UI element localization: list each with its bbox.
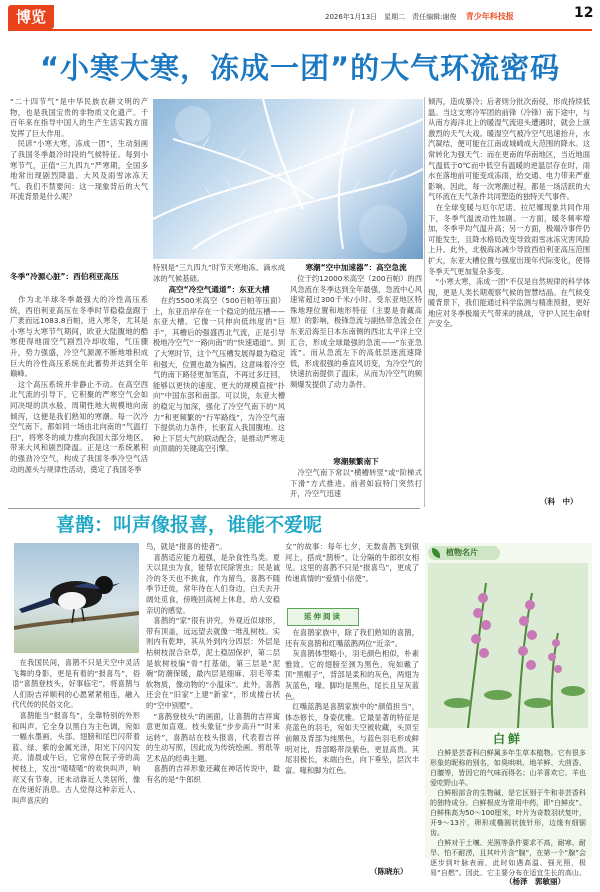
article1-col2-top: 特别是“三九四九”时节天寒地冻、滴水成冰的气候基础。 — [153, 263, 285, 283]
frost-photo — [153, 99, 423, 259]
date-text: 2026年1月13日 星期二 责任编辑:谢俊 — [325, 13, 464, 21]
header-rule — [8, 29, 592, 31]
article2-author: （陈晓东） — [370, 867, 408, 876]
article2-col1: 在我国民间，喜鹊不只是天空中灵活飞舞的身影，更是有着的“报喜鸟”，俗语“喜鹊登枝头，好事临宅”，将喜鹊与人们盼吉祥顺利的心愿紧紧相连，融入代代传的民俗文化。 喜鹊能当“报喜鸟”，全靠特别的外形和叫声。它全身以黑白为主色调，宛如一幅水墨画，头部、翅膀和尾巴闪带着蓝、绿、紫的金属光泽，阳光下闪闪发亮。清晨或午后，它常停在院子旁的高树枝上，发出“喳喳喳”的欢快叫声，响亮又有节奏，还未动靠近人类居所，像在传递好消息。古人觉得这种亲近人、叫声喜庆的 — [12, 658, 140, 805]
header-date-line — [325, 11, 514, 22]
article1-author: （科 中） — [540, 497, 578, 506]
frost-branch-illustration — [153, 99, 423, 259]
magpie-photo — [14, 543, 139, 653]
extended-reading-box — [287, 608, 359, 626]
plant-card-label — [428, 546, 500, 560]
article2-col3: 女”的故事：每年七夕，无数喜鹊飞到银河上，搭成“鹊桥”，让分隔的牛郎织女相见。这里的喜鹊不只是“报喜鸟”，更成了传递真情的“爱情小信使”。 — [285, 542, 419, 583]
plant-label-text: 植物名片 — [446, 548, 478, 557]
article2-col2: 鸟，就是“报喜的使者”。 喜鹊适应能力超强，是杂食性鸟类。夏天以昆虫为食，能帮农民除害虫；民是诚冷的冬天也不挑食，作为留鸟，喜鹊不随季节迁徙，常年待在人们身边，白天去开阔处觅食，傍晚回高树上休息，给人安稳亲切的感觉。 喜鹊的“家”很有讲究，外观近似球形，带有顶盖，远远望去就像一堆乱树枝。实则内有乾坤，其从外到内分四层：外层是枯树枝混合杂草，泥土稳固保护，第二层是软树枝编“骨”打基础，第三层是“泥碗”防潮保暖，最内层是细麻、羽毛等柔软物质，像动物的“小温床”。此外，喜鹊还会在“旧家”上建“新家”，形成楼台状的“空中别墅”。 “喜鹊登枝头”的画面，让喜鹊的吉祥寓意更加直观。枝头象征“步步高升”“时来运转”，喜鹊站在枝头报喜，代表着吉祥的生动写照，因此成为传统绘画、剪纸等艺术品的经典主题。 喜鹊的吉祥形象还藏在神话传说中，最有名的是“牛郎织 — [146, 542, 280, 785]
plant-author: （杨泽 郭敏丽） — [505, 877, 565, 886]
section-tag: 博览 — [8, 5, 54, 29]
section-divider — [8, 508, 420, 509]
article1-col2: 在约5500米高空（500百帕等压面）上，东亚沿岸存在一个稳定的低压槽——东亚大槽。它像一只伸向低纬度的“巨手”，其槽后的强盛西北气流，正是引导极地冷空气“一路向南”的“快速通道”。到了大寒时节，这个气压槽发展得最为稳定和强大，位置也最为偏西。这意味着冷空气的南下路径更加笔直，不再过多迂回，能够以更快的速度、更大的规模直接“扑向”中国东部和南部。可以说，东亚大槽的稳定与加深，强化了冷空气南下的“风力”和更频繁的“行军路线”，为冷空气南下提供动力条件，长驱直入我国腹地。这种上下层大气的联动配合，是推动严寒走向顶端的关键高空引擎。 — [153, 296, 285, 454]
paper-name: 青少年科技报 — [465, 12, 514, 21]
magpie-illustration — [14, 543, 139, 653]
article1-col3-b: 冷空气南下常以“横槽转竖”或“阶梯式下滑”方式推进。前者如寂特门突然打开，冷空气迅速 — [290, 468, 422, 499]
article1-col1-top: “二十四节气”是中华民族农耕文明的产物，也是我国宝贵的非物质文化遗产。千百年来在指导中国人的生产生活实践方面发挥了巨大作用。 民谚“小寒大寒，冻成一团”，生动刻画了我国冬季最冷时段的气候特征。每到小寒节气，正值“三九四九”严寒期，全国多地常出现剧烈降温、大风及雨雪冰冻天气。我们不禁要问：这一现象背后的大气环流背景是什么呢？ — [10, 97, 148, 202]
article1-subhead-2: 高空“冷空气通道”：东亚大槽 — [168, 285, 270, 294]
article1-col1-bottom: 作为北半球冬季最强大的冷性高压系统，西伯利亚高压在冬季时节稳稳盘踞于广袤而远1083.8百帕，进入寒冬，尤其是小寒与大寒节气期间，欧亚大陆腹地的酷寒使得地面空气剧烈冷却收缩，气压骤升，势力强盛，冷空气源源不断地堆积成巨大的冷性高压系统在此蓄势并达到全年巅峰。 这个高压系统并非静止不动。在高空西北气流的引导下，它积聚的严寒空气会如同决堤的洪水般，周期性地大规模地向南倾泻，这便是我们熟知的寒潮。每一次冷空气南下，都如同一场由北向南的“气温打扫”，将寒冬的威力推向我国大部分地区，带来大风和剧烈降温。正是这一系统累积的强劲冷空气，构成了我国冬季冷空气活动的源头与规律性活动，奠定了我国冬季 — [10, 295, 148, 474]
article1-subhead-3: 寒潮“空中加速器”：高空急流 — [305, 263, 407, 272]
column-divider — [424, 97, 425, 507]
page-title: “小寒大寒，冻成一团”的大气环流密码 — [40, 51, 561, 85]
article1-subhead-1: 冬季“冷源心脏”：西伯利亚高压 — [10, 272, 119, 281]
extended-reading-label: 延伸阅读 — [304, 612, 342, 621]
leaf-icon — [432, 548, 440, 558]
article1-col3-a: 位于约12000米高空（200百帕）的西风急流在冬季达到全年最强，急流中心风速常超过300千米/小时。受东亚地区特殊地理位置和地形特征（主要是青藏高原）的影响，极锋急流与副热带急流会在东亚沿海至日本东南侧的西北太平洋上空汇合，形成全球最强的急流——“东亚急流”。而从急流左下的高低层逐流速降低，形成很强的垂直风切变，为冷空气的快速抗南提供了温床，从而为冷空气的频频爆发提供了动力条件。 — [290, 274, 422, 389]
article1-col4: 倾泻，造成暴冷；后者则分批次南侵，形成持续低温。当这支寒冷军团的前锋（冷锋）南下途中，与从南方海洋北上的暖湿气流迎头遭遇时，就会上演激烈的天气大戏。暖湿空气被冷空气迅速抬升，水汽凝结，便可能在江南或城崎成大范围的降水。这常转化为强天气：而在更南的华南地区，当近地面气温低于0℃而中低空有温暖的逆温层存在时，雨水在落地前可能变成冻雨，给交通、电力带来严重影响。因此，每一次寒潮过程，都是一场活跃的大气环流在天气条件共同塑造的独特天气事件。 在全球变暖与厄尔尼诺、拉尼娜现象共同作用下，冬季气温波动性加剧。一方面，暖冬频率增加，冬季平均气温升高；另一方面，极端冷事件仍可能发生，且降水格局改变导致雨雪冰冻灾害风险上升。此外，北极海冰减少导致西伯利亚高压范围扩大，东亚大槽位置与强度出现年代际变化，使得冬季天气更加复杂多变。 “小寒大寒，冻成一团”不仅是自然规律的科学体现，更是人类长期观察气候的智慧结晶。在气候变暖背景下，我们能通过科学监测与精准预报，更好地应对冬季极端天气带来的挑战，守护人民生命财产安全。 — [428, 97, 590, 329]
page-number: 12 — [574, 5, 594, 21]
article2-col3-b: 在喜鹊家族中，除了我们熟知的喜鹊，还有灰喜鹊和红嘴蓝鹊两位“近亲”。 灰喜鹊体型略小，羽毛颜色相似，朴素雅致。它的翅膀至颈为黑色，宛如戴了顶“黑帽子”，背部是柔和的灰色，两翅为灰蓝色，喙、脚均是黑色，尾长且呈灰蓝色。 红嘴蓝鹊是喜鹊家族中的“颜值担当”，体态修长，身姿优雅。它最显著的特征是亮蓝色的羽毛，宛如天空被收藏，头顶至前额及背部为纯黑色，与蓝色羽毛形成鲜明对比，背部略带淡紫色，更显高贵。其尾羽极长，末端白色，向下垂坠，层次丰富。喙和脚为红色。 — [285, 628, 419, 775]
article2-title: 喜鹊：叫声像报喜，谁能不爱呢 — [56, 514, 323, 536]
plant-name: 白鲜 — [492, 732, 523, 746]
plant-text: 白鲜是芸香科白鲜属多年生草本植物。它有很多形象的昵称的别名，如臭哄哄、地羊鲜、大茴香、白膻等，皆因它的气味而得名；山羊喜欢它，羊也爱吃野山羊。 白鲜根部含的生物碱，是它区别于牛和非芸香科的独特成分。白鲜根皮为常用中药，即“白鲜皮”。白鲜株高为50～100厘米，叶片为奇数羽状复叶，开9～13片，卵形或椭圆状披针形，边缘有细锯齿。 白鲜对于土壤、光照等条件要求不高，耐寒、耐旱、怕不耐涝，且其叶片含“腺”，在第一个“腺”会逐步到叶脉表面，此时如遇高温、强光照，极易“自燃”。因此，它主要分布在适宜生长的高山、 — [430, 749, 586, 876]
baixian-flower-illustration — [428, 563, 588, 728]
baixian-photo — [428, 563, 588, 728]
article1-subhead-4: 寒潮频繁南下 — [333, 457, 379, 466]
